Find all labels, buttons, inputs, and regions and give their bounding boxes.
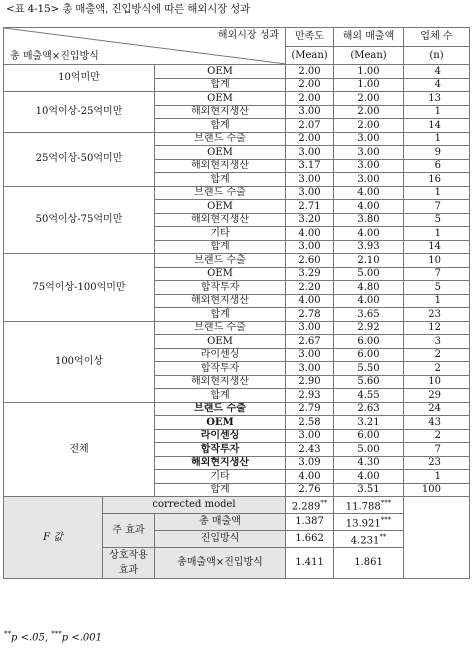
entry-mode-cell: 브랜드 수출 (155, 254, 286, 268)
overseas-sales-cell: 5.00 (334, 443, 404, 457)
overseas-sales-cell: 2.00 (334, 105, 404, 119)
entry-mode-cell: OEM (155, 267, 286, 281)
satisfaction-cell: 2.79 (286, 402, 334, 416)
satisfaction-cell: 3.00 (286, 186, 334, 200)
overseas-sales-cell: 5.60 (334, 375, 404, 389)
corrected-model-satisfaction: 2.289** (286, 497, 334, 514)
interaction-effect-sub-label: 총매출액×진입방식 (155, 548, 286, 579)
entry-mode-cell: 합계 (155, 173, 286, 187)
overseas-sales-cell: 4.00 (334, 294, 404, 308)
count-cell: 1 (404, 227, 470, 241)
overseas-sales-cell: 3.65 (334, 308, 404, 322)
entry-mode-cell: 합작투자 (155, 362, 286, 376)
satisfaction-cell: 3.20 (286, 213, 334, 227)
entry-mode-cell: 브랜드 수출 (155, 402, 286, 416)
count-cell: 4 (404, 78, 470, 92)
entry-mode-cell: 합계 (155, 119, 286, 133)
count-cell: 13 (404, 92, 470, 106)
overseas-sales-cell: 1.00 (334, 78, 404, 92)
overseas-sales-cell: 4.00 (334, 470, 404, 484)
satisfaction-cell: 3.00 (286, 240, 334, 254)
overseas-sales-cell: 1.00 (334, 65, 404, 79)
table-row (4, 321, 470, 335)
entry-mode-cell: 합계 (155, 308, 286, 322)
overseas-sales-cell: 3.00 (334, 146, 404, 160)
interaction-effect-satisfaction: 1.411 (286, 548, 334, 579)
overseas-sales-cell: 3.00 (334, 173, 404, 187)
satisfaction-cell: 2.93 (286, 389, 334, 403)
main-effect-sales-sales: 13.921*** (334, 514, 404, 531)
count-cell: 6 (404, 159, 470, 173)
satisfaction-cell: 2.07 (286, 119, 334, 133)
main-effect-sales-satisfaction: 1.387 (286, 514, 334, 531)
count-cell: 2 (404, 362, 470, 376)
satisfaction-cell: 2.58 (286, 416, 334, 430)
satisfaction-cell: 3.29 (286, 267, 334, 281)
diagonal-header-cell (4, 28, 286, 65)
count-cell: 7 (404, 267, 470, 281)
entry-mode-cell: 브랜드 수출 (155, 132, 286, 146)
header-factor-label: 총 매출액×진입방식 (10, 50, 99, 62)
overseas-sales-cell: 4.55 (334, 389, 404, 403)
table-caption: <표 4-15> 총 매출액, 진입방식에 따른 해외시장 성과 (6, 3, 251, 15)
main-effect-entry-sales: 4.231** (334, 531, 404, 548)
entry-mode-cell: 해외현지생산 (155, 105, 286, 119)
overseas-sales-cell: 2.92 (334, 321, 404, 335)
header-overseas-sales: 해외 매출액 (334, 28, 404, 47)
count-cell: 7 (404, 200, 470, 214)
entry-mode-cell: 해외현지생산 (155, 213, 286, 227)
interaction-effect-sales: 1.861 (334, 548, 404, 579)
satisfaction-cell: 2.76 (286, 483, 334, 497)
count-cell: 12 (404, 321, 470, 335)
overseas-sales-cell: 5.00 (334, 267, 404, 281)
count-cell: 5 (404, 281, 470, 295)
group-label: 전체 (4, 402, 155, 497)
table-row (4, 92, 470, 106)
overseas-sales-cell: 4.00 (334, 227, 404, 241)
satisfaction-cell: 2.00 (286, 65, 334, 79)
overseas-sales-cell: 2.10 (334, 254, 404, 268)
overseas-sales-cell: 2.00 (334, 119, 404, 133)
count-cell: 23 (404, 308, 470, 322)
entry-mode-cell: OEM (155, 65, 286, 79)
entry-mode-cell: 합계 (155, 483, 286, 497)
count-cell: 2 (404, 429, 470, 443)
satisfaction-cell: 2.90 (286, 375, 334, 389)
table-row (4, 186, 470, 200)
count-cell: 14 (404, 119, 470, 133)
overseas-sales-cell: 3.93 (334, 240, 404, 254)
satisfaction-cell: 2.00 (286, 132, 334, 146)
satisfaction-cell: 3.00 (286, 105, 334, 119)
count-cell: 9 (404, 146, 470, 160)
group-label: 75억이상-100억미만 (4, 254, 155, 322)
corrected-model-sales: 11.788*** (334, 497, 404, 514)
entry-mode-cell: OEM (155, 200, 286, 214)
overseas-sales-cell: 6.00 (334, 335, 404, 349)
satisfaction-cell: 3.00 (286, 348, 334, 362)
results-table (3, 27, 470, 579)
overseas-sales-cell: 6.00 (334, 348, 404, 362)
satisfaction-cell: 2.00 (286, 92, 334, 106)
main-effect-label: 주 효과 (103, 514, 155, 548)
table-row (4, 402, 470, 416)
count-cell: 10 (404, 254, 470, 268)
entry-mode-cell: 브랜드 수출 (155, 321, 286, 335)
header-satisfaction: 만족도 (286, 28, 334, 47)
entry-mode-cell: 해외현지생산 (155, 294, 286, 308)
satisfaction-cell: 2.60 (286, 254, 334, 268)
entry-mode-cell: 합계 (155, 389, 286, 403)
count-cell: 1 (404, 132, 470, 146)
table-row (4, 254, 470, 268)
header-count-unit: (n) (404, 47, 470, 65)
satisfaction-cell: 3.00 (286, 362, 334, 376)
overseas-sales-cell: 5.50 (334, 362, 404, 376)
overseas-sales-cell: 3.21 (334, 416, 404, 430)
satisfaction-cell: 3.00 (286, 146, 334, 160)
entry-mode-cell: 해외현지생산 (155, 375, 286, 389)
interaction-effect-label: 상호작용 효과 (103, 548, 155, 579)
entry-mode-cell: 합계 (155, 240, 286, 254)
table-row (4, 65, 470, 79)
overseas-sales-cell: 4.30 (334, 456, 404, 470)
count-cell: 7 (404, 443, 470, 457)
main-effect-entry-satisfaction: 1.662 (286, 531, 334, 548)
group-label: 25억이상-50억미만 (4, 132, 155, 186)
overseas-sales-cell: 4.80 (334, 281, 404, 295)
entry-mode-cell: OEM (155, 146, 286, 160)
satisfaction-cell: 3.00 (286, 429, 334, 443)
count-cell: 24 (404, 402, 470, 416)
group-label: 10억이상-25억미만 (4, 92, 155, 133)
count-cell: 14 (404, 240, 470, 254)
overseas-sales-cell: 2.00 (334, 92, 404, 106)
count-cell: 3 (404, 335, 470, 349)
satisfaction-cell: 2.00 (286, 78, 334, 92)
satisfaction-cell: 4.00 (286, 294, 334, 308)
entry-mode-cell: OEM (155, 335, 286, 349)
header-satisfaction-unit: (Mean) (286, 47, 334, 65)
group-label: 50억이상-75억미만 (4, 186, 155, 254)
group-label: 10억미만 (4, 65, 155, 92)
overseas-sales-cell: 3.00 (334, 159, 404, 173)
entry-mode-cell: 합계 (155, 78, 286, 92)
count-cell: 23 (404, 456, 470, 470)
header-overseas-sales-unit: (Mean) (334, 47, 404, 65)
satisfaction-cell: 3.17 (286, 159, 334, 173)
overseas-sales-cell: 4.00 (334, 200, 404, 214)
count-cell: 1 (404, 470, 470, 484)
satisfaction-cell: 3.00 (286, 321, 334, 335)
f-value-label: F 값 (4, 497, 103, 579)
entry-mode-cell: 기타 (155, 470, 286, 484)
entry-mode-cell: 라이센싱 (155, 348, 286, 362)
overseas-sales-cell: 2.63 (334, 402, 404, 416)
count-cell: 1 (404, 186, 470, 200)
satisfaction-cell: 2.78 (286, 308, 334, 322)
entry-mode-cell: 라이센싱 (155, 429, 286, 443)
main-effect-entry-label: 진입방식 (155, 531, 286, 548)
entry-mode-cell: OEM (155, 92, 286, 106)
satisfaction-cell: 2.67 (286, 335, 334, 349)
table-row (4, 132, 470, 146)
satisfaction-cell: 3.00 (286, 173, 334, 187)
count-cell: 1 (404, 105, 470, 119)
satisfaction-cell: 2.43 (286, 443, 334, 457)
count-cell: 29 (404, 389, 470, 403)
f-count-empty (404, 497, 470, 579)
overseas-sales-cell: 6.00 (334, 429, 404, 443)
entry-mode-cell: 브랜드 수출 (155, 186, 286, 200)
header-count: 업체 수 (404, 28, 470, 47)
entry-mode-cell: 해외현지생산 (155, 159, 286, 173)
main-effect-sales-label: 총 매출액 (155, 514, 286, 531)
entry-mode-cell: 합작투자 (155, 281, 286, 295)
group-label: 100억이상 (4, 321, 155, 402)
overseas-sales-cell: 3.51 (334, 483, 404, 497)
satisfaction-cell: 2.20 (286, 281, 334, 295)
entry-mode-cell: 합작투자 (155, 443, 286, 457)
count-cell: 100 (404, 483, 470, 497)
count-cell: 10 (404, 375, 470, 389)
count-cell: 2 (404, 348, 470, 362)
overseas-sales-cell: 4.00 (334, 186, 404, 200)
satisfaction-cell: 4.00 (286, 227, 334, 241)
count-cell: 43 (404, 416, 470, 430)
header-outcome-label: 해외시장 성과 (217, 30, 280, 41)
count-cell: 1 (404, 294, 470, 308)
satisfaction-cell: 2.71 (286, 200, 334, 214)
count-cell: 16 (404, 173, 470, 187)
satisfaction-cell: 3.09 (286, 456, 334, 470)
entry-mode-cell: 해외현지생산 (155, 456, 286, 470)
overseas-sales-cell: 3.80 (334, 213, 404, 227)
satisfaction-cell: 4.00 (286, 470, 334, 484)
entry-mode-cell: 기타 (155, 227, 286, 241)
footnote: **p <.05, ***p <.001 (4, 630, 102, 644)
entry-mode-cell: OEM (155, 416, 286, 430)
corrected-model-label: corrected model (103, 497, 286, 514)
count-cell: 5 (404, 213, 470, 227)
count-cell: 4 (404, 65, 470, 79)
overseas-sales-cell: 3.00 (334, 132, 404, 146)
